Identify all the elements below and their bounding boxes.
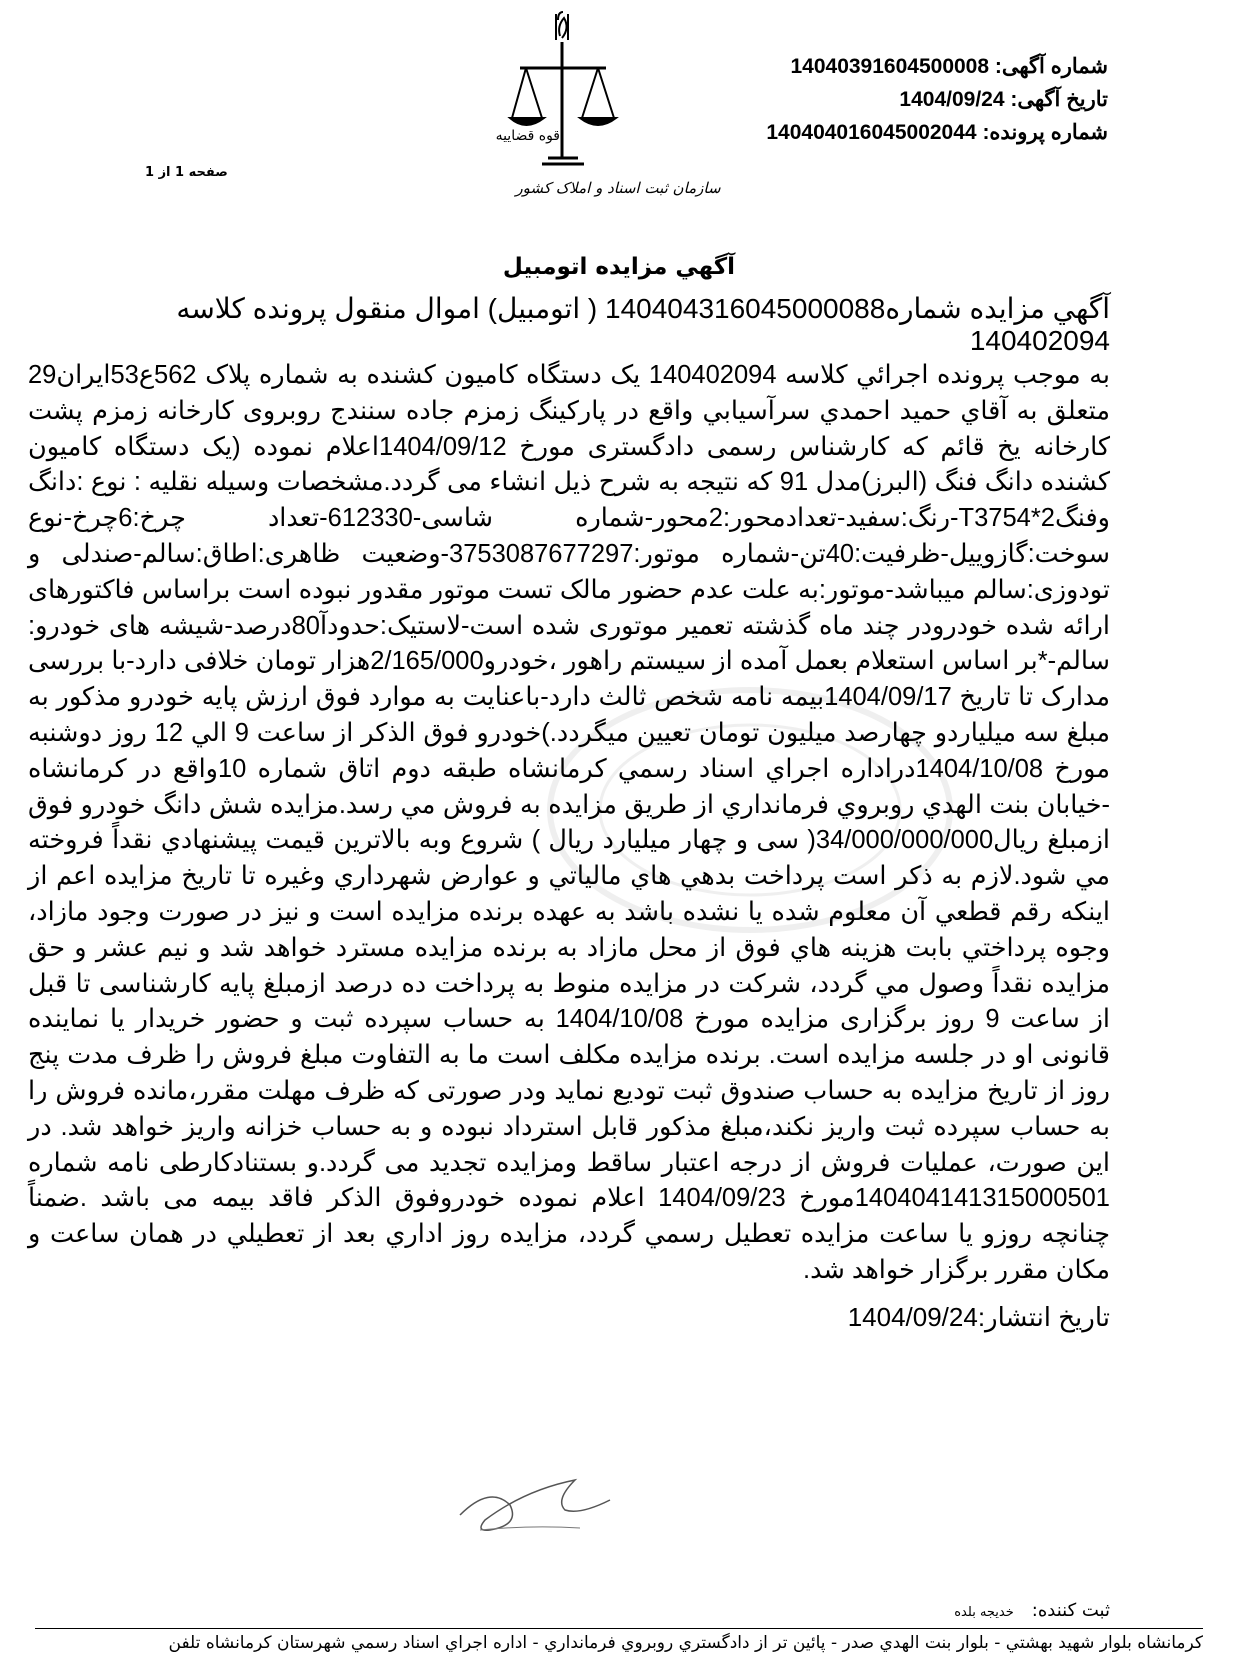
notice-number-label: شماره آگهی: — [994, 55, 1108, 78]
registrar-name: خدیجه بلده — [954, 1605, 1014, 1620]
registrar-row — [954, 1600, 1110, 1621]
notice-metadata — [588, 50, 1108, 149]
notice-number-row — [588, 50, 1108, 83]
notice-date-label: تاریخ آگهی: — [1010, 88, 1108, 111]
footer-address: كرمانشاه بلوار شهيد بهشتي - بلوار بنت الهدي صدر - پائين تر از دادگستري روبروي فرمانداري - اداره اجراي اسناد رسمي شهرستان كرمانشاه تلفن — [168, 1633, 1203, 1653]
notice-title: آگهي مزايده اتومبيل — [502, 254, 736, 280]
publication-date-label: تاريخ انتشار: — [977, 1302, 1110, 1332]
case-number-row — [588, 116, 1108, 149]
notice-number: 14040391604500008 — [790, 55, 990, 78]
notice-subtitle: آگهي مزايده شماره140404316045000088 ( اتومبيل) اموال منقول پرونده كلاسه 140402094 — [176, 293, 1110, 356]
publication-date: 1404/09/24 — [847, 1302, 978, 1332]
case-number: 140404016045002044 — [766, 121, 977, 144]
case-number-label: شماره پرونده: — [982, 121, 1108, 144]
notice-body: به موجب پرونده اجرائي كلاسه 140402094 يک دستگاه کاميون کشنده به شماره پلاک 562ع53ايران29 متعلق به آقاي حميد احمدي سرآسيابي واقع در پارکينگ زمزم جاده سنندج روبروی کارخانه زمزم پشت کارخانه يخ قائم که کارشناس رسمی دادگستری مورخ 1404/09/12اعلام نموده (يک دستگاه کاميون کشنده دانگ فنگ (البرز)مدل 91 که نتیجه به شرح ذیل انشاء می گردد.مشخصات وسيله نقليه : نوع :دانگ وفنگ2*T3754-رنگ:سفيد-تعدادمحور:2محور-شماره شاسی-612330-تعداد چرخ:6چرخ-نوع سوخت:گازوييل-ظرفيت:40تن-شماره موتور:3753087677297-وضعيت ظاهری:اطاق:سالم-صندلی و تودوزی:سالم ميباشد-موتور:به علت عدم حضور مالک تست موتور مقدور نبوده است براساس فاکتورهای ارائه شده خودرودر چند ماه گذشته تعمير موتوری شده است-لاستيک:حدودآ80درصد-شيشه های خودرو: سالم-*بر اساس استعلام بعمل آمده از سيستم راهور ،خودرو2/165/000هزار تومان خلافی دارد-با بررسی مدارک تا تاريخ 1404/09/17بيمه نامه شخص ثالث دارد-باعنايت به موارد فوق ارزش پايه خودرو مذکور به مبلغ سه ميلياردو چهارصد ميليون تومان تعيين ميگردد.)خودرو فوق الذكر از ساعت 9 الي 12 روز دوشنبه مورخ 1404/10/08دراداره اجراي اسناد رسمي كرمانشاه طبقه دوم اتاق شماره 10واقع در كرمانشاه -خيابان بنت الهدي روبروي فرمانداري از طريق مزايده به فروش مي رسد.مزايده شش دانگ خودرو فوق ازمبلغ ريال34/000/000/000( سی و چهار ميليارد ريال ) شروع وبه بالاترين قيمت پيشنهادي نقداً فروخته مي شود.لازم به ذكر است پرداخت بدهي هاي مالياتي و عوارض شهرداري وغيره تا تاريخ مزايده اعم از اينكه رقم قطعي آن معلوم شده يا نشده باشد به عهده برنده مزايده است و نيز در صورت وجود مازاد، وجوه پرداختي بابت هزينه هاي فوق از محل مازاد به برنده مزايده مسترد خواهد شد و نيم عشر و حق مزايده نقداً وصول مي گردد، شرکت در مزايده منوط به پرداخت ده درصد ازمبلغ پايه کارشناسی تا قبل از ساعت 9 روز برگزاری مزايده مورخ 1404/10/08 به حساب سپرده ثبت و حضور خريدار يا نماينده قانونی او در جلسه مزايده است. برنده مزايده مکلف است ما به التفاوت مبلغ فروش را ظرف مدت پنج روز از تاريخ مزايده به حساب صندوق ثبت توديع نمايد ودر صورتی که ظرف مهلت مقرر،مانده فروش را به حساب سپرده ثبت واريز نکند،مبلغ مذکور قابل استرداد نبوده و به حساب خزانه واريز خواهد شد. در اين صورت، عمليات فروش از درجه اعتبار ساقط ومزايده تجديد می گردد.و بستنادکارطی نامه شماره 140404141315000501مورخ 1404/09/23 اعلام نموده خودروفوق الذکر فاقد بيمه می باشد .ضمناً چنانچه روزو يا ساعت مزايده تعطيل رسمي گردد، مزايده روز اداري بعد از تعطيلي در همان ساعت و مكان مقرر برگزار خواهد شد. — [28, 361, 1110, 1284]
notice-date-row — [588, 83, 1108, 116]
publication-date-row — [848, 1302, 1110, 1333]
footer-divider — [35, 1628, 1203, 1629]
signature — [440, 1445, 630, 1555]
page-indicator: صفحه 1 از 1 — [145, 165, 228, 180]
emblem-caption-judiciary: قوه قضاییه — [495, 128, 560, 144]
notice-date: 1404/09/24 — [899, 88, 1005, 111]
emblem-caption-registry: سازمان ثبت اسناد و املاک کشور — [515, 179, 721, 197]
registrar-label: ثبت کننده: — [1031, 1600, 1110, 1621]
